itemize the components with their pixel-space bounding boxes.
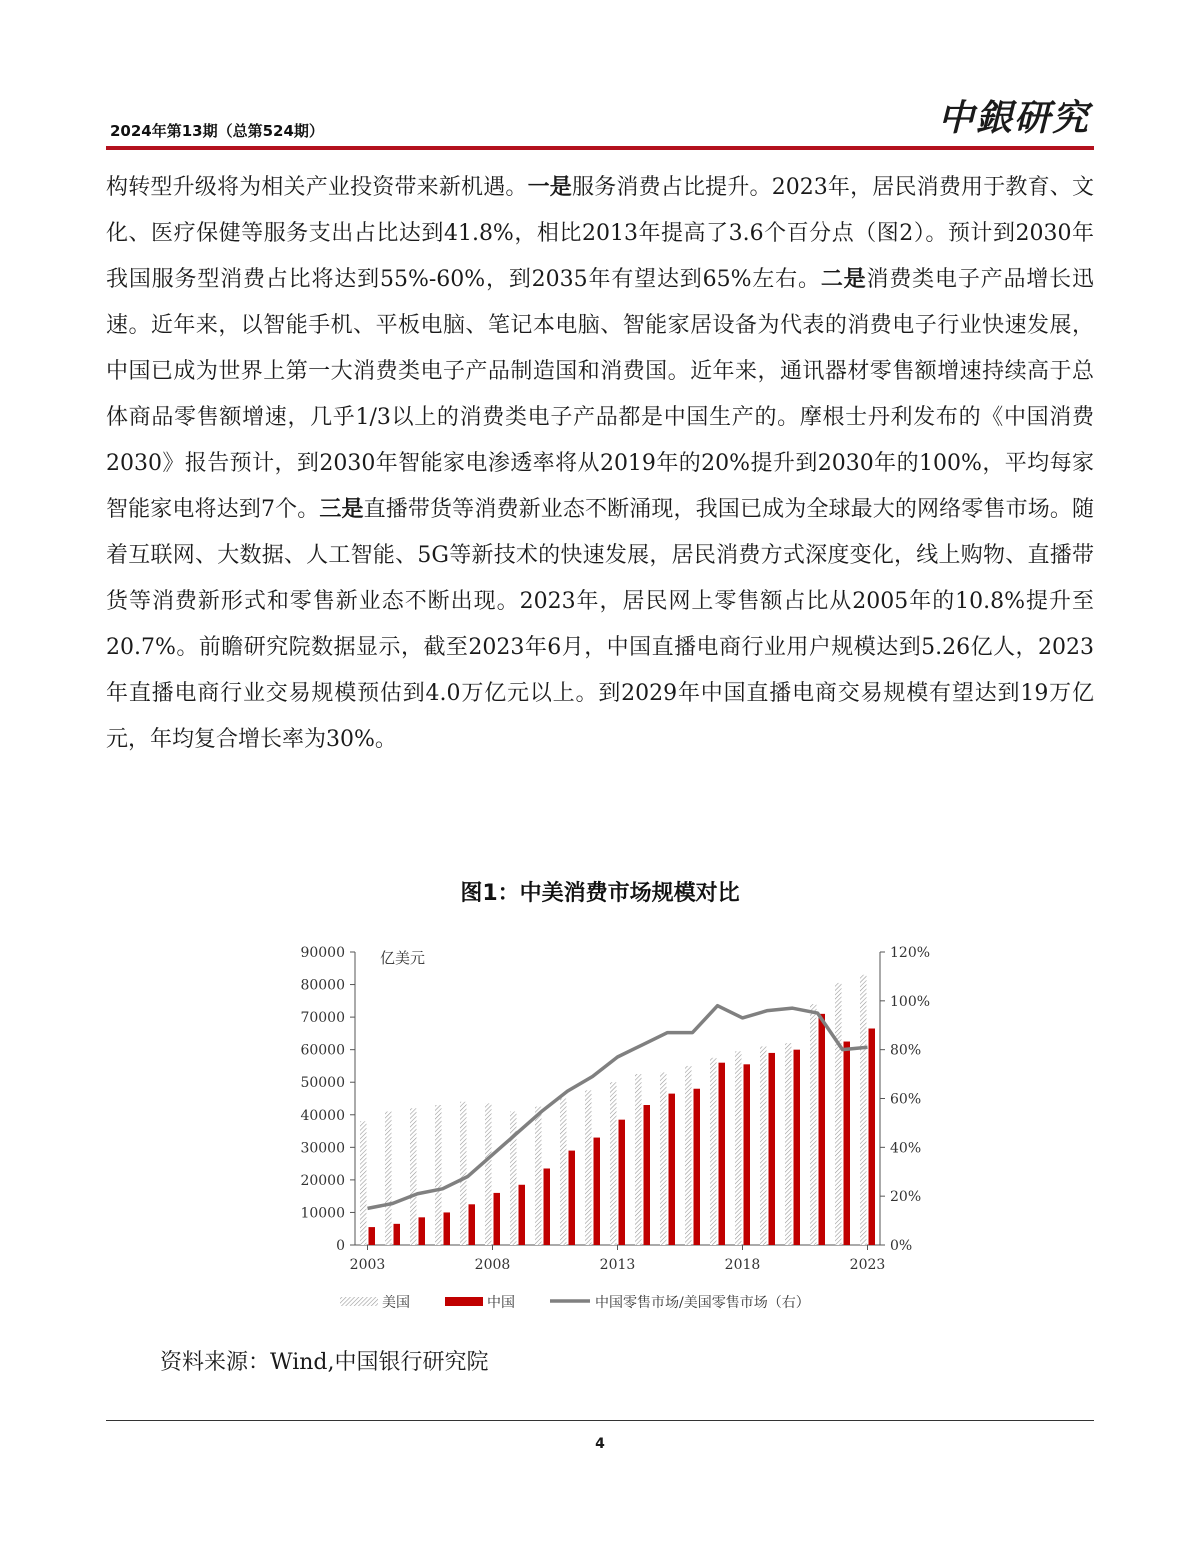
y-left-tick-label: 60000 [300, 1042, 345, 1059]
y-left-tick-label: 40000 [300, 1107, 345, 1124]
y-right-tick-label: 80% [890, 1042, 922, 1059]
china-bar [494, 1193, 501, 1245]
legend-label-ratio: 中国零售市场/美国零售市场（右） [595, 1295, 810, 1311]
china-bar [769, 1053, 776, 1245]
china-bar [869, 1029, 876, 1245]
page-number: 4 [595, 1436, 605, 1452]
china-bar [519, 1185, 526, 1245]
china-bar [794, 1050, 801, 1245]
us-bar [385, 1112, 392, 1245]
y-right-tick-label: 60% [890, 1091, 922, 1108]
legend-swatch-us [340, 1297, 378, 1306]
y-right-tick-label: 20% [890, 1189, 922, 1206]
us-bar [735, 1051, 742, 1245]
chart-legend [340, 1294, 810, 1311]
y-left-tick-label: 10000 [300, 1205, 345, 1222]
china-bar [444, 1212, 451, 1245]
y-right-tick-label: 40% [890, 1140, 922, 1157]
x-tick-label: 2008 [474, 1257, 511, 1273]
legend-label-us: 美国 [382, 1295, 410, 1311]
body-paragraph [106, 165, 1094, 763]
china-bar [844, 1042, 851, 1245]
market-size-chart [280, 930, 960, 1330]
us-bar [685, 1066, 692, 1245]
y-left-tick-label: 50000 [300, 1075, 345, 1092]
legend-label-china: 中国 [487, 1295, 515, 1311]
us-bar [585, 1090, 592, 1245]
china-bar [394, 1224, 401, 1245]
y-left-tick-label: 80000 [300, 977, 345, 994]
x-tick-label: 2013 [599, 1257, 636, 1273]
us-bar [410, 1108, 417, 1245]
para-text-1: 构转型升级将为相关产业投资带来新机遇。 [106, 175, 528, 200]
y-right-tick-label: 0% [890, 1238, 913, 1254]
legend-swatch-china [445, 1297, 483, 1306]
boc-research-logo: 中銀研究 [937, 97, 1090, 139]
para-text-4: 直播带货等消费新业态不断涌现，我国已成为全球最大的网络零售市场。随着互联网、大数据、人工智能、5G等新技术的快速发展，居民消费方式深度变化，线上购物、直播带货等消费新形式和零售新业态不断出现。2023年，居民网上零售额占比从2005年的10.8%提升至20.7%。前瞻研究院数据显示，截至2023年6月，中国直播电商行业用户规模达到5.26亿人，2023年直播电商行业交易规模预估到4.0万亿元以上。到2029年中国直播电商交易规模有望达到19万亿元，年均复合增长率为30%。 [106, 497, 1094, 752]
ratio-polyline [368, 1006, 868, 1209]
us-bar [485, 1103, 492, 1245]
x-tick-label: 2003 [349, 1257, 386, 1273]
us-bar [560, 1099, 567, 1246]
china-bar [819, 1014, 826, 1245]
para-text-3: 消费类电子产品增长迅速。近年来，以智能手机、平板电脑、笔记本电脑、智能家居设备为代表的消费电子行业快速发展，中国已成为世界上第一大消费类电子产品制造国和消费国。近年来，通讯器材零售额增速持续高于总体商品零售额增速，几乎1/3以上的消费类电子产品都是中国生产的。摩根士丹利发布的《中国消费2030》报告预计，到2030年智能家电渗透率将从2019年的20%提升到2030年的100%，平均每家智能家电将达到7个。 [106, 267, 1094, 522]
figure-title: 图1：中美消费市场规模对比 [460, 881, 740, 906]
us-bar [510, 1112, 517, 1245]
header-divider [106, 146, 1094, 150]
china-bars [369, 1014, 876, 1245]
us-bar [860, 975, 867, 1245]
china-bar [419, 1217, 426, 1245]
para-bold-3: 三是 [319, 497, 364, 522]
y-right-tick-label: 100% [890, 993, 931, 1010]
us-bar [360, 1121, 367, 1245]
china-bar [619, 1120, 626, 1245]
y-right-tick-label: 120% [890, 945, 931, 961]
us-bar [810, 1004, 817, 1245]
china-bar [569, 1151, 576, 1245]
y-left-tick-label: 30000 [300, 1140, 345, 1157]
x-tick-label: 2023 [849, 1257, 886, 1273]
unit-label: 亿美元 [380, 949, 426, 967]
us-bar [535, 1107, 542, 1245]
china-bar [694, 1089, 701, 1245]
us-bar [710, 1058, 717, 1245]
us-bar [760, 1046, 767, 1245]
figure-source: 资料来源：Wind,中国银行研究院 [160, 1350, 489, 1375]
issue-label: 2024年第13期（总第524期） [110, 122, 324, 140]
y-left-tick-label: 20000 [300, 1172, 345, 1189]
us-bar [785, 1043, 792, 1245]
china-bar [744, 1064, 751, 1245]
para-bold-1: 一是 [527, 175, 572, 200]
us-bar [435, 1105, 442, 1245]
y-left-tick-label: 0 [336, 1238, 345, 1254]
us-bar [610, 1082, 617, 1245]
footer-divider [106, 1420, 1094, 1421]
china-bar [719, 1063, 726, 1245]
para-bold-2: 二是 [820, 267, 867, 292]
china-bar [469, 1204, 476, 1245]
us-bar [835, 983, 842, 1245]
china-bar [594, 1138, 601, 1245]
china-bar [369, 1227, 376, 1245]
us-bar [635, 1074, 642, 1245]
para-text-2: 服务消费占比提升。2023年，居民消费用于教育、文化、医疗保健等服务支出占比达到41.8%，相比2013年提高了3.6个百分点（图2）。预计到2030年我国服务型消费占比将达到55%-60%，到2035年有望达到65%左右。 [106, 175, 1094, 292]
ratio-line [368, 1006, 868, 1209]
x-tick-label: 2018 [724, 1257, 761, 1273]
us-bars [360, 975, 867, 1245]
china-bar [544, 1168, 551, 1245]
y-left-tick-label: 70000 [300, 1010, 345, 1027]
china-bar [669, 1094, 676, 1245]
us-bar [660, 1072, 667, 1245]
y-left-tick-label: 90000 [300, 945, 345, 961]
us-bar [460, 1102, 467, 1245]
china-bar [644, 1105, 651, 1245]
